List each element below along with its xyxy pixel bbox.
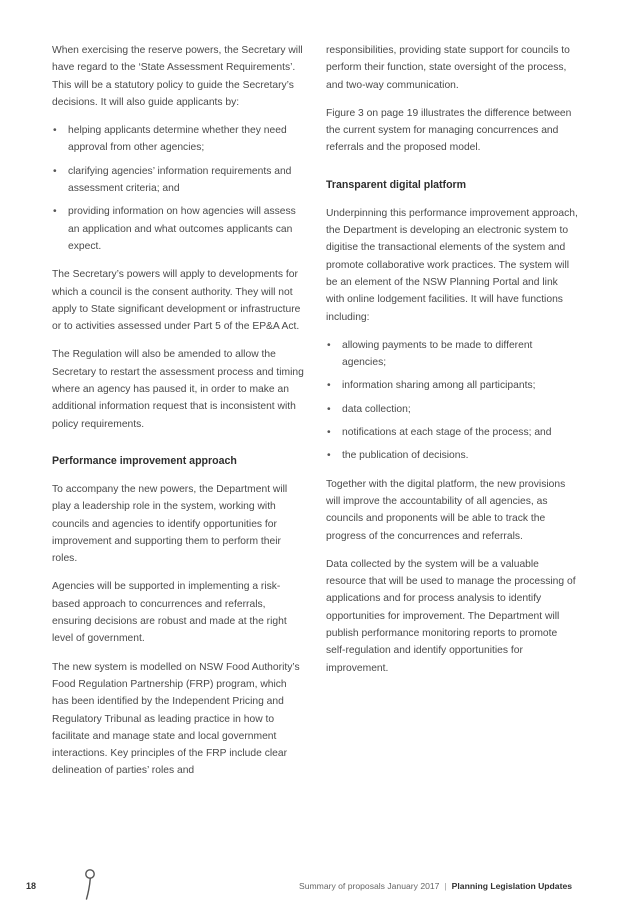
- footer-publication-info: [299, 881, 572, 891]
- bullet-item: • notifications at each stage of the process; and: [326, 424, 578, 441]
- paragraph: Together with the digital platform, the new provisions will improve the accountability of all agencies, as councils and proponents will be able to track the progress of the concurrences and referrals.: [326, 478, 566, 542]
- document-title: Planning Legislation Updates: [451, 881, 572, 891]
- right-column: [326, 42, 578, 688]
- paragraph: The Regulation will also be amended to allow the Secretary to restart the assessment process and timing where an agency has paused it, in order to make an additional information request that is inconsistent with policy requirements.: [52, 349, 304, 430]
- section-heading-performance: Performance improvement approach: [52, 454, 237, 467]
- paragraph: Underpinning this performance improvement approach, the Department is developing an electronic system to digitise the transactional elements of the system and promote collaborative work practices. The system will be an element of the NSW Planning Portal and link with online lodgement facilities. It will have functions including:: [326, 207, 578, 323]
- paragraph: Agencies will be supported in implementing a risk-based approach to concurrences and referrals, ensuring decisions are robust and made at the right level of government.: [52, 581, 287, 645]
- bullet-item: • data collection;: [326, 401, 578, 418]
- bullet-item: • clarifying agencies’ information requirements and assessment criteria; and: [52, 163, 304, 198]
- map-pin-icon: [81, 868, 99, 902]
- bullet-item: • the publication of decisions.: [326, 447, 578, 464]
- paragraph: Data collected by the system will be a valuable resource that will be used to manage the processing of applications and for process analysis to identify opportunities for improvement. The Department will publish performance monitoring reports to promote self-regulation and identify opportunities for improvement.: [326, 558, 576, 674]
- bullet-item: • helping applicants determine whether they need approval from other agencies;: [52, 122, 304, 157]
- bullet-item: • allowing payments to be made to different agencies;: [326, 337, 578, 372]
- page-footer: [0, 878, 624, 902]
- paragraph: Figure 3 on page 19 illustrates the difference between the current system for managing concurrences and referrals and the proposed model.: [326, 107, 572, 154]
- section-heading-digital-platform: Transparent digital platform: [326, 178, 467, 191]
- paragraph: To accompany the new powers, the Department will play a leadership role in the system, working with councils and agencies to identify opportunities for improvement and supporting them to perform their roles.: [52, 483, 288, 565]
- paragraph: responsibilities, providing state support for councils to perform their function, state oversight of the process, and two-way communication.: [326, 45, 570, 91]
- bullet-list: [326, 337, 578, 465]
- paragraph: The new system is modelled on NSW Food Authority’s Food Regulation Partnership (FRP) program, which has been identified by the Independent Pricing and Regulatory Tribunal as leading practice in how to facilitate and manage state and local government interactions. Key principles of the FRP include clear delineation of parties’ roles and: [52, 661, 300, 777]
- bullet-item: • providing information on how agencies will assess an application and what outcomes applicants can expect.: [52, 203, 304, 255]
- bullet-item: • information sharing among all participants;: [326, 377, 578, 394]
- footer-separator: |: [444, 881, 447, 891]
- publication-name: Summary of proposals January 2017: [299, 881, 440, 891]
- left-column: [52, 42, 304, 791]
- bullet-list: [52, 122, 304, 255]
- page-number: 18: [26, 881, 37, 891]
- paragraph: When exercising the reserve powers, the Secretary will have regard to the ‘State Assessment Requirements’. This will be a statutory policy to guide the Secretary’s decisions. It will also guide applicants by:: [52, 45, 303, 108]
- paragraph: The Secretary’s powers will apply to developments for which a council is the consent authority. They will not apply to State significant development or infrastructure or to activities assessed under Part 5 of the EP&A Act.: [52, 269, 301, 333]
